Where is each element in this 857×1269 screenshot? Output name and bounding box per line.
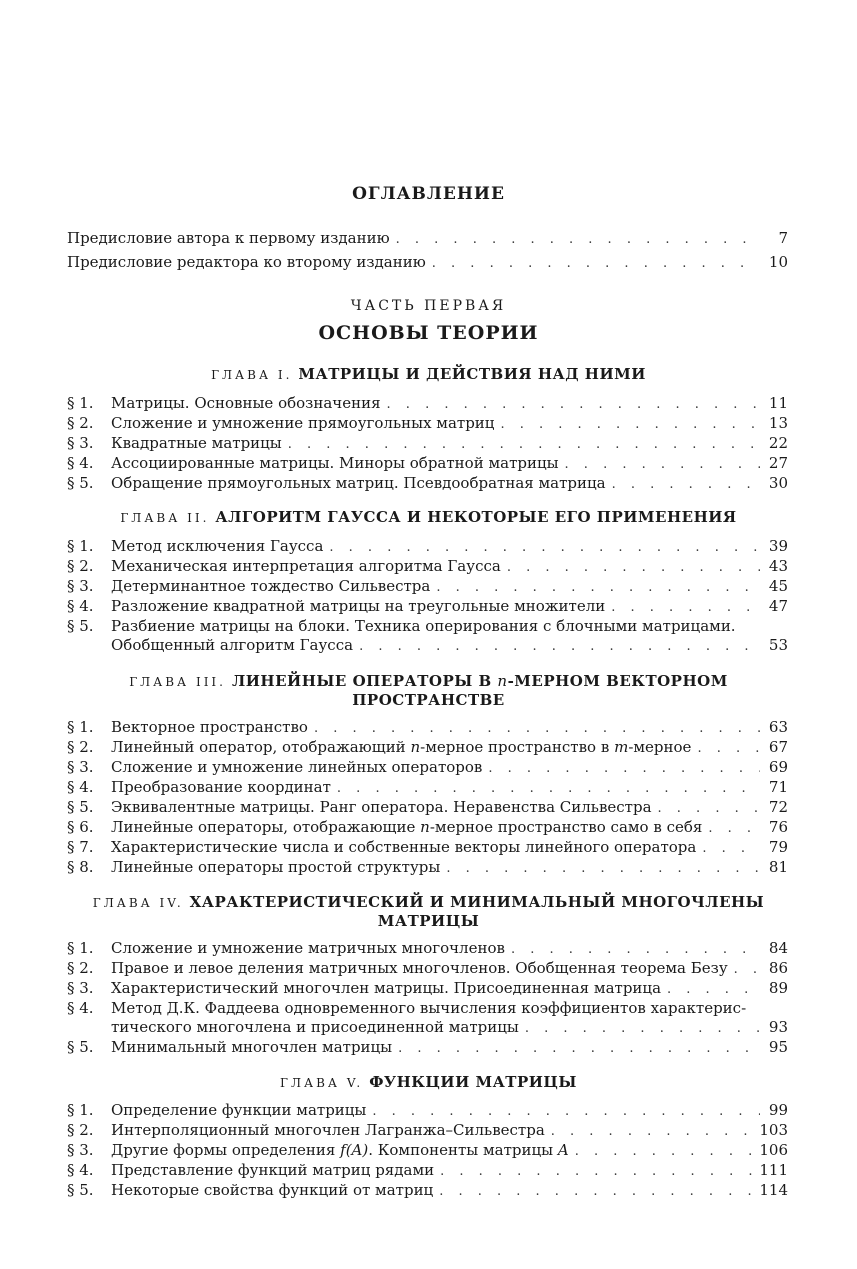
section-number: § 5. (67, 1038, 94, 1056)
chapter-title: ХАРАКТЕРИСТИЧЕСКИЙ И МИНИМАЛЬНЫЙ МНОГОЧЛЕНЫ (189, 893, 765, 911)
section-number: § 2. (67, 959, 94, 977)
toc-entry[interactable] (67, 1180, 788, 1202)
toc-entry[interactable] (67, 536, 788, 558)
section-number: § 2. (67, 557, 94, 575)
section-number: § 3. (67, 758, 94, 776)
section-number: § 4. (67, 1161, 94, 1179)
entry-page: 47 (768, 597, 788, 615)
toc-entry[interactable] (67, 596, 788, 618)
leader-dots (372, 1102, 760, 1122)
toc-entry[interactable] (67, 473, 788, 495)
toc-entry[interactable] (67, 1160, 788, 1182)
chapter-label: ГЛАВА IV. (92, 896, 184, 910)
section-number: § 5. (67, 474, 94, 492)
section-number: § 3. (67, 434, 94, 452)
entry-page: 13 (768, 414, 788, 432)
leader-dots (337, 779, 760, 799)
entry-text: тического многочлена и присоединенной матрицы (111, 1018, 519, 1036)
leader-dots (702, 839, 760, 859)
leader-dots (500, 415, 760, 435)
leader-dots (507, 558, 760, 578)
entry-page: 103 (759, 1121, 788, 1139)
toc-entry[interactable] (67, 797, 788, 819)
chapter-title: ФУНКЦИИ МАТРИЦЫ (369, 1073, 577, 1091)
entry-text: Правое и левое деления матричных многочленов. Обобщенная теорема Безу (111, 959, 728, 977)
entry-page: 111 (759, 1161, 788, 1179)
toc-entry[interactable] (67, 857, 788, 879)
leader-dots (525, 1019, 760, 1039)
part-title: ОСНОВЫ ТЕОРИИ (318, 322, 539, 344)
section-number: § 2. (67, 414, 94, 432)
entry-text: Эквивалентные матрицы. Ранг оператора. Неравенства Сильвестра (111, 798, 652, 816)
toc-entry[interactable] (67, 1120, 788, 1142)
entry-text: Предисловие автора к первому изданию (67, 229, 390, 247)
section-number: § 4. (67, 999, 94, 1017)
leader-dots (734, 960, 760, 980)
leader-dots (329, 538, 760, 558)
toc-entry[interactable] (67, 978, 788, 1000)
chapter-title-line2: ПРОСТРАНСТВЕ (352, 691, 505, 709)
entry-text: Сложение и умножение матричных многочленов (111, 939, 505, 957)
leader-dots (436, 578, 760, 598)
entry-page: 10 (768, 253, 788, 271)
entry-text: Метод исключения Гаусса (111, 537, 324, 555)
entry-page: 95 (768, 1038, 788, 1056)
chapter-heading (60, 893, 797, 930)
entry-text: Характеристические числа и собственные векторы линейного оператора (111, 838, 697, 856)
toc-entry[interactable] (67, 433, 788, 455)
toc-entry[interactable] (67, 717, 788, 739)
leader-dots (432, 254, 760, 274)
entry-page: 72 (768, 798, 788, 816)
leader-dots (288, 435, 760, 455)
entry-page: 7 (778, 229, 788, 247)
chapter-heading (60, 365, 797, 384)
toc-entry[interactable] (67, 1037, 788, 1059)
entry-text: Интерполяционный многочлен Лагранжа–Сильвестра (111, 1121, 545, 1139)
entry-page: 43 (768, 557, 788, 575)
entry-text: Характеристический многочлен матрицы. Присоединенная матрица (111, 979, 662, 997)
section-number: § 4. (67, 778, 94, 796)
entry-page: 69 (768, 758, 788, 776)
section-number: § 8. (67, 858, 94, 876)
entry-text: Сложение и умножение прямоугольных матриц (111, 414, 495, 432)
chapter-heading (60, 1073, 797, 1092)
entry-page: 22 (768, 434, 788, 452)
section-number: § 1. (67, 718, 94, 736)
leader-dots (359, 637, 760, 657)
entry-page: 71 (768, 778, 788, 796)
section-number: § 2. (67, 1121, 94, 1139)
entry-text: Минимальный многочлен матрицы (111, 1038, 393, 1056)
section-number: § 3. (67, 1141, 94, 1159)
toc-entry-continuation[interactable] (111, 635, 788, 657)
toc-entry[interactable] (67, 938, 788, 960)
part-label: ЧАСТЬ ПЕРВАЯ (350, 298, 507, 314)
toc-entry[interactable] (67, 757, 788, 779)
entry-page: 67 (768, 738, 788, 756)
section-number: § 4. (67, 454, 94, 472)
entry-text: Линейные операторы, отображающие n-мерное пространство само в себя (111, 818, 703, 836)
leader-dots (667, 980, 760, 1000)
section-number: § 3. (67, 577, 94, 595)
section-number: § 3. (67, 979, 94, 997)
entry-text: Обобщенный алгоритм Гаусса (111, 636, 354, 654)
leader-dots (440, 1162, 753, 1182)
toc-entry[interactable] (67, 393, 788, 415)
entry-text: Векторное пространство (111, 718, 308, 736)
toc-entry[interactable] (67, 413, 788, 435)
chapter-label: ГЛАВА I. (211, 368, 293, 382)
toc-entry[interactable] (67, 556, 788, 578)
toc-entry[interactable] (67, 1140, 788, 1162)
chapter-title: МАТРИЦЫ И ДЕЙСТВИЯ НАД НИМИ (298, 365, 646, 383)
entry-text: Некоторые свойства функций от матриц (111, 1181, 434, 1199)
toc-entry[interactable] (67, 737, 788, 759)
leader-dots (398, 1039, 760, 1059)
section-number: § 1. (67, 537, 94, 555)
entry-text: Матрицы. Основные обозначения (111, 394, 381, 412)
toc-entry-first-line[interactable] (67, 998, 746, 1018)
entry-text: Квадратные матрицы (111, 434, 282, 452)
entry-page: 53 (768, 636, 788, 654)
entry-page: 86 (768, 959, 788, 977)
section-number: § 5. (67, 1181, 94, 1199)
chapter-label: ГЛАВА II. (120, 511, 210, 525)
section-number: § 1. (67, 1101, 94, 1119)
toc-title: ОГЛАВЛЕНИЕ (352, 184, 505, 204)
entry-text: Предисловие редактора ко второму изданию (67, 253, 426, 271)
leader-dots (396, 230, 760, 250)
chapter-label: ГЛАВА III. (129, 675, 226, 689)
section-number: § 2. (67, 738, 94, 756)
entry-text: Разложение квадратной матрицы на треугольные множители (111, 597, 606, 615)
preface-author[interactable] (67, 228, 788, 250)
toc-entry[interactable] (67, 777, 788, 799)
entry-page: 30 (768, 474, 788, 492)
entry-text: Другие формы определения f(A). Компоненты матрицы A (111, 1141, 569, 1159)
leader-dots (387, 395, 760, 415)
chapter-title: ЛИНЕЙНЫЕ ОПЕРАТОРЫ В n-МЕРНОМ ВЕКТОРНОМ (232, 672, 728, 690)
chapter-heading (60, 508, 797, 527)
toc-entry-continuation[interactable] (111, 1017, 788, 1039)
section-number: § 7. (67, 838, 94, 856)
chapter-title-line2: МАТРИЦЫ (377, 912, 480, 930)
toc-entry-first-line[interactable] (67, 616, 736, 636)
leader-dots (439, 1182, 753, 1202)
entry-page: 106 (759, 1141, 788, 1159)
toc-entry[interactable] (67, 453, 788, 475)
section-number: § 5. (67, 617, 94, 635)
entry-text: Метод Д.К. Фаддеева одновременного вычисления коэффициентов характерис- (111, 999, 747, 1017)
leader-dots (575, 1142, 754, 1162)
leader-dots (611, 598, 760, 618)
entry-page: 27 (768, 454, 788, 472)
leader-dots (488, 759, 760, 779)
leader-dots (565, 455, 760, 475)
entry-text: Обращение прямоугольных матриц. Псевдообратная матрица (111, 474, 606, 492)
entry-page: 79 (768, 838, 788, 856)
entry-page: 99 (768, 1101, 788, 1119)
leader-dots (551, 1122, 754, 1142)
entry-page: 11 (768, 394, 788, 412)
entry-text: Ассоциированные матрицы. Миноры обратной матрицы (111, 454, 559, 472)
chapter-label: ГЛАВА V. (280, 1076, 364, 1090)
entry-text: Представление функций матриц рядами (111, 1161, 435, 1179)
leader-dots (314, 719, 760, 739)
section-number: § 5. (67, 798, 94, 816)
entry-text: Сложение и умножение линейных операторов (111, 758, 483, 776)
entry-text: Механическая интерпретация алгоритма Гаусса (111, 557, 501, 575)
leader-dots (697, 739, 760, 759)
section-number: § 4. (67, 597, 94, 615)
chapter-title: АЛГОРИТМ ГАУССА И НЕКОТОРЫЕ ЕГО ПРИМЕНЕНИЯ (215, 508, 737, 526)
leader-dots (612, 475, 760, 495)
entry-page: 45 (768, 577, 788, 595)
entry-text: Преобразование координат (111, 778, 331, 796)
entry-page: 93 (768, 1018, 788, 1036)
entry-text: Линейные операторы простой структуры (111, 858, 441, 876)
entry-page: 39 (768, 537, 788, 555)
entry-text: Определение функции матрицы (111, 1101, 367, 1119)
entry-text: Детерминантное тождество Сильвестра (111, 577, 431, 595)
entry-text: Линейный оператор, отображающий n-мерное пространство в m-мерное (111, 738, 692, 756)
toc-entry[interactable] (67, 958, 788, 980)
preface-editor[interactable] (67, 252, 788, 274)
entry-page: 89 (768, 979, 788, 997)
section-number: § 1. (67, 394, 94, 412)
entry-page: 84 (768, 939, 788, 957)
leader-dots (658, 799, 760, 819)
leader-dots (708, 819, 760, 839)
toc-entry[interactable] (67, 576, 788, 598)
section-number: § 1. (67, 939, 94, 957)
entry-page: 114 (759, 1181, 788, 1199)
entry-page: 81 (768, 858, 788, 876)
chapter-heading (60, 672, 797, 709)
entry-text: Разбиение матрицы на блоки. Техника оперирования с блочными матрицами. (111, 617, 736, 635)
entry-page: 63 (768, 718, 788, 736)
toc-entry[interactable] (67, 817, 788, 839)
leader-dots (511, 940, 760, 960)
toc-entry[interactable] (67, 837, 788, 859)
section-number: § 6. (67, 818, 94, 836)
toc-entry[interactable] (67, 1100, 788, 1122)
leader-dots (446, 859, 760, 879)
entry-page: 76 (768, 818, 788, 836)
